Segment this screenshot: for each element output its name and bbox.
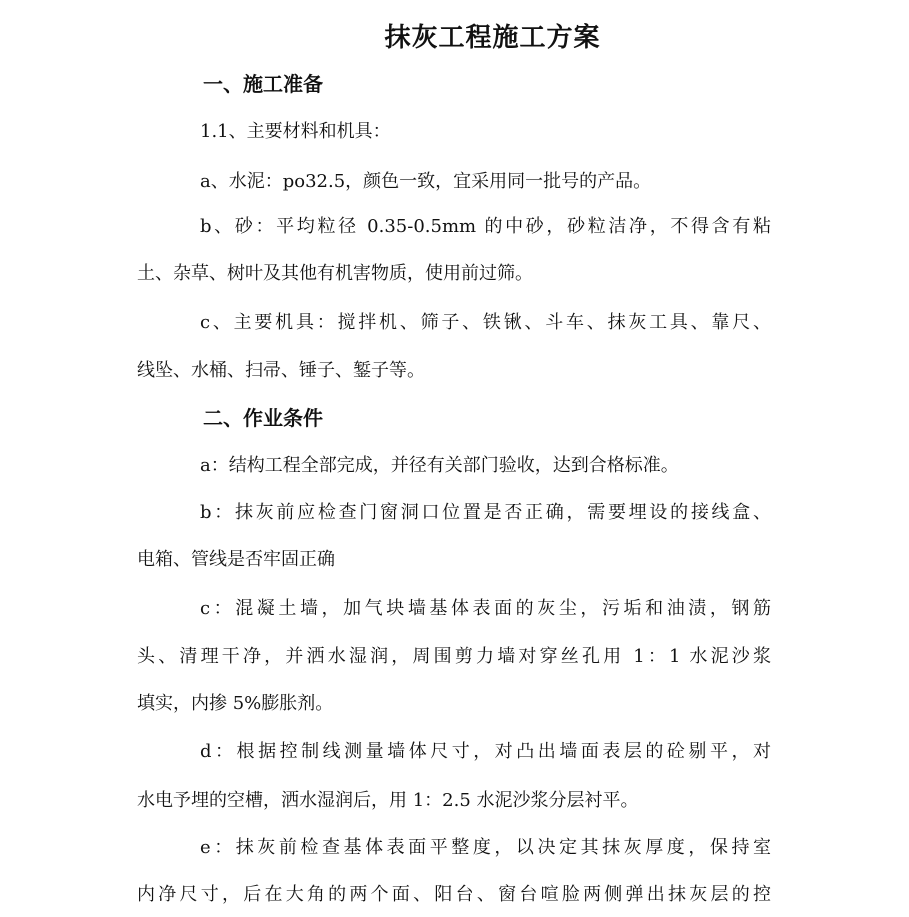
paragraph-line: b、砂：平均粒径 0.35-0.5mm 的中砂，砂粒洁净，不得含有粘 [200,216,771,237]
paragraph-line: 水电予埋的空槽，洒水湿润后，用 1：2.5 水泥沙浆分层衬平。 [137,790,639,811]
section-heading-work-conditions: 二、作业条件 [203,406,323,430]
paragraph-line: 内净尺寸，后在大角的两个面、阳台、窗台喧脸两侧弹出抹灰层的控 [137,884,771,905]
document-title: 抹灰工程施工方案 [384,23,601,53]
paragraph-line: c、主要机具：搅拌机、筛子、铁锹、斗车、抹灰工具、靠尺、 [200,312,771,333]
paragraph-line: 1.1、主要材料和机具： [200,121,391,142]
paragraph-line: a：结构工程全部完成，并径有关部门验收，达到合格标准。 [200,455,679,476]
paragraph-line: 电箱、管线是否牢固正确 [137,549,335,570]
paragraph-line: d：根据控制线测量墙体尺寸，对凸出墙面表层的砼剔平，对 [200,741,771,762]
paragraph-line: b：抹灰前应检查门窗洞口位置是否正确，需要埋设的接线盒、 [200,502,771,523]
paragraph-line: 土、杂草、树叶及其他有机害物质，使用前过筛。 [137,263,533,284]
paragraph-line: a、水泥：po32.5，颜色一致，宜采用同一批号的产品。 [200,171,652,192]
paragraph-line: c：混凝土墙，加气块墙基体表面的灰尘，污垢和油渍，钢筋 [200,598,771,619]
paragraph-line: 头、清理干净，并洒水湿润，周围剪力墙对穿丝孔用 1：1 水泥沙浆 [137,646,771,667]
paragraph-line: 线坠、水桶、扫帚、锤子、錾子等。 [137,360,425,381]
paragraph-line: 填实，内掺 5%膨胀剂。 [137,693,334,714]
paragraph-line: e：抹灰前检查基体表面平整度，以决定其抹灰厚度，保持室 [200,837,771,858]
section-heading-preparation: 一、施工准备 [203,72,323,96]
